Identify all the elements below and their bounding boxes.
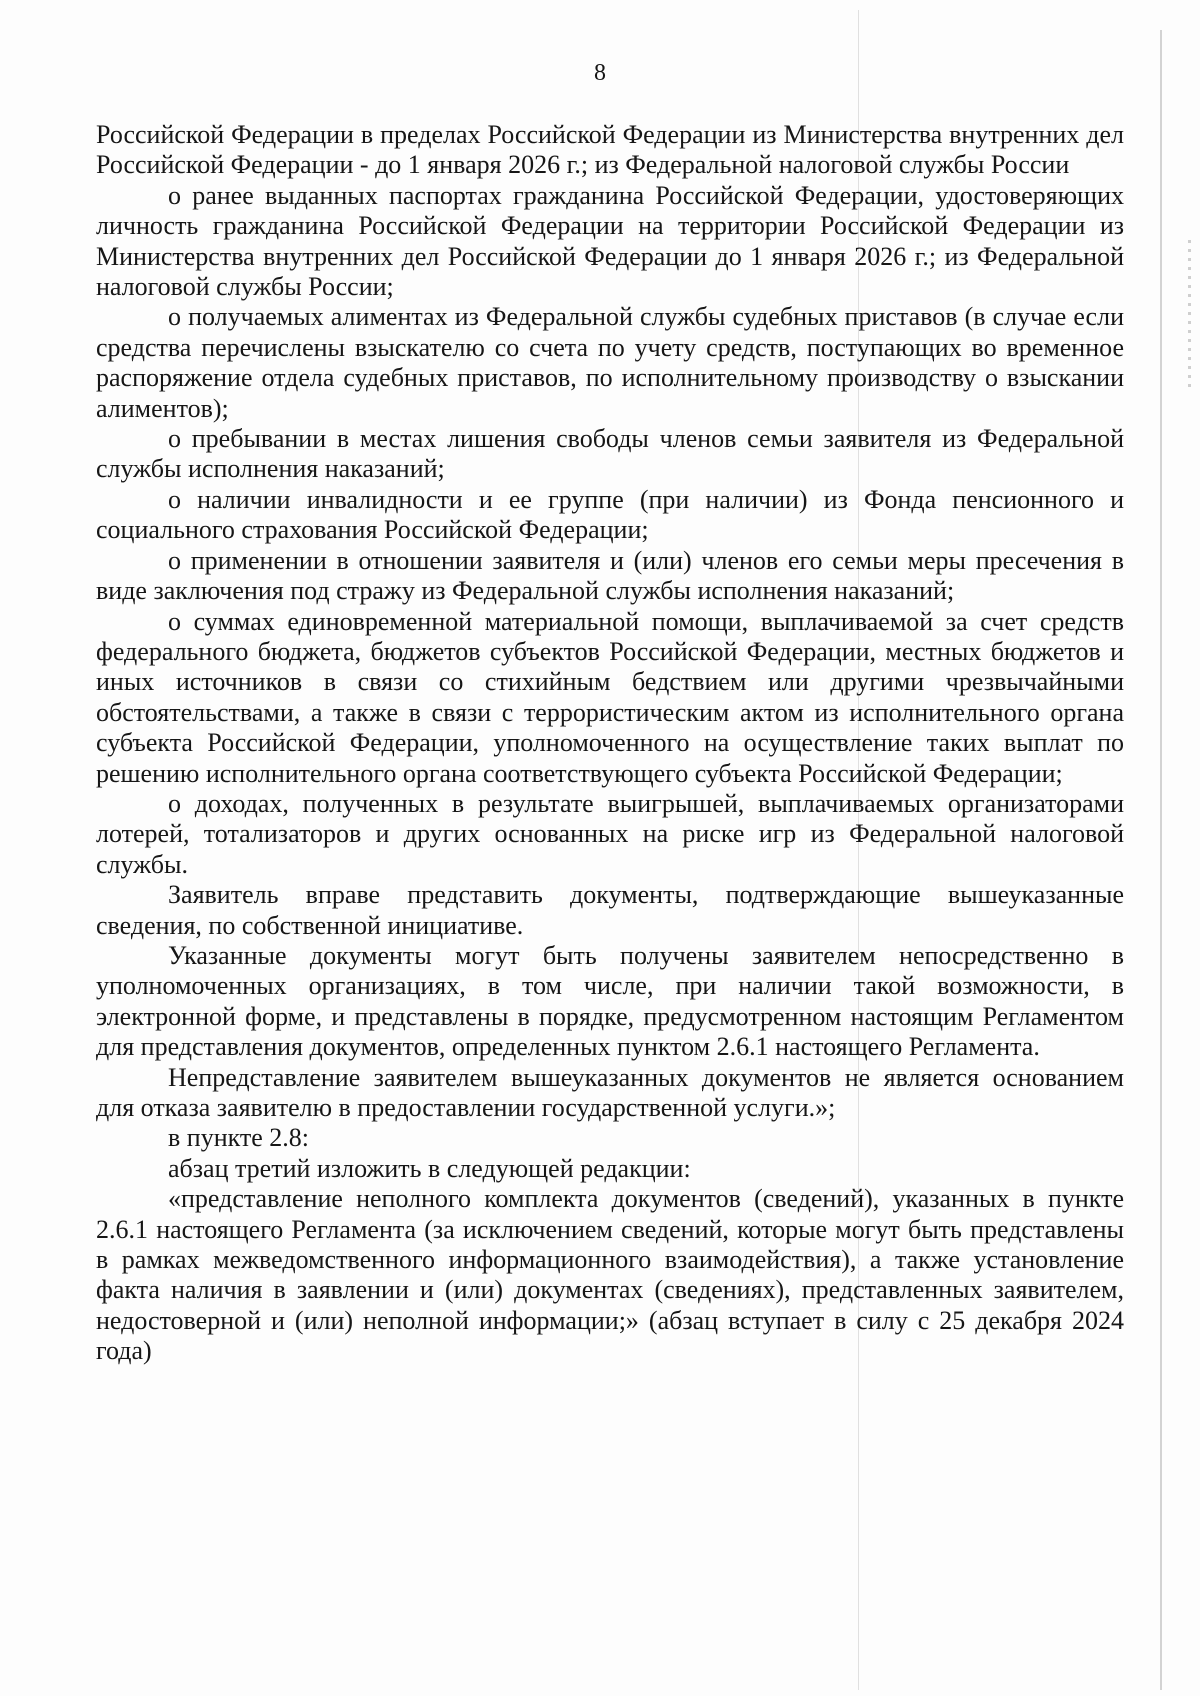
page-number: 8 <box>594 60 606 86</box>
paragraph-alimony: о получаемых алиментах из Федеральной службы судебных приставов (в случае если средства перечислены взыскателю со счета по учету средств, поступающих во временное распоряжение отдела судебных приставов, по исполнительному производству о взыскании алиментов); <box>96 302 1124 423</box>
paragraph-non-submission: Непредставление заявителем вышеуказанных документов не является основанием для отказа заявителю в предоставлении государственной услуги.»; <box>96 1062 1124 1122</box>
scan-noise <box>1188 240 1191 390</box>
document-body <box>96 120 1124 1367</box>
paragraph-disability: о наличии инвалидности и ее группе (при наличии) из Фонда пенсионного и социального страхования Российской Федерации; <box>96 484 1124 545</box>
paragraph-passports: о ранее выданных паспортах гражданина Российской Федерации, удостоверяющих личность гражданина Российской Федерации на территории Российской Федерации из Министерства внутренних дел Российской Федерации до 1 января 2026 г.; из Федеральной налоговой службы России; <box>96 180 1124 302</box>
paragraph-lottery-income: о доходах, полученных в результате выигрышей, выплачиваемых организаторами лотерей, тотализаторов и других основанных на риске игр из Федеральной налоговой службы. <box>96 788 1124 879</box>
paragraph-documents-obtained: Указанные документы могут быть получены заявителем непосредственно в уполномоченных организациях, в том числе, при наличии такой возможности, в электронной форме, и представлены в порядке, предусмотренном настоящим Регламентом для представления документов, определенных пунктом 2.6.1 настоящего Регламента. <box>96 940 1124 1062</box>
paragraph-clause-2-8: в пункте 2.8: <box>168 1123 310 1153</box>
paragraph-new-wording: «представление неполного комплекта документов (сведений), указанных в пункте 2.6.1 настоящего Регламента (за исключением сведений, которые могут быть представлены в рамках межведомственного информационного взаимодействия), а также установление факта наличия в заявлении и (или) документах (сведениях), представленных заявителем, недостоверной и (или) неполной информации;» (абзац вступает в силу с 25 декабря 2024 года) <box>96 1184 1124 1366</box>
paragraph-continuation: Российской Федерации в пределах Российской Федерации из Министерства внутренних дел Российской Федерации - до 1 января 2026 г.; из Федеральной налоговой службы России <box>96 120 1124 180</box>
paragraph-third-abzac: абзац третий изложить в следующей редакции: <box>168 1153 691 1183</box>
paragraph-own-initiative: Заявитель вправе представить документы, подтверждающие вышеуказанные сведения, по собственной инициативе. <box>96 880 1124 940</box>
paragraph-imprisonment: о пребывании в местах лишения свободы членов семьи заявителя из Федеральной службы исполнения наказаний; <box>96 424 1124 484</box>
paragraph-material-aid: о суммах единовременной материальной помощи, выплачиваемой за счет средств федерального бюджета, бюджетов субъектов Российской Федерации, местных бюджетов и иных источников в связи со стихийным бедствием или другими чрезвычайными обстоятельствами, а также в связи с террористическим актом из исполнительного органа субъекта Российской Федерации, уполномоченного на осуществление таких выплат по решению исполнительного органа соответствующего субъекта Российской Федерации; <box>96 606 1124 788</box>
paragraph-custody: о применении в отношении заявителя и (или) членов его семьи меры пресечения в виде заключения под стражу из Федеральной службы исполнения наказаний; <box>96 545 1124 606</box>
scan-edge-line <box>1160 30 1162 1690</box>
